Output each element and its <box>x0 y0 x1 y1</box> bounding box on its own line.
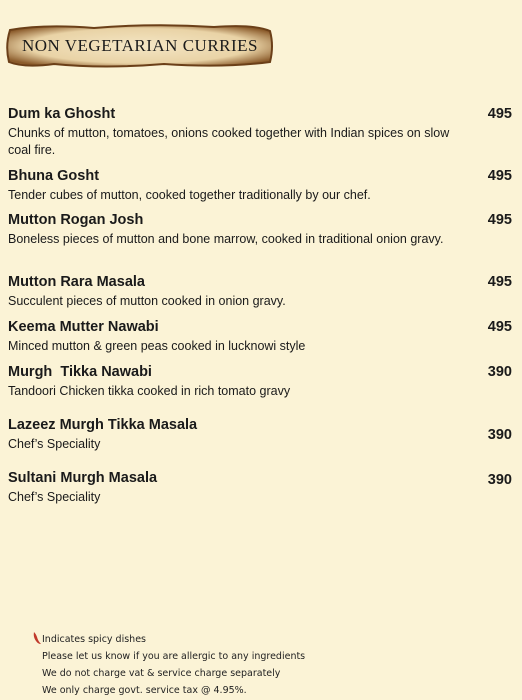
spicy-note: Indicates spicy dishes <box>42 634 146 645</box>
dish-description: Tender cubes of mutton, cooked together traditionally by our chef. <box>8 188 371 202</box>
dish-description: Minced mutton & green peas cooked in lucknowi style <box>8 339 306 353</box>
menu-item <box>8 273 512 310</box>
dish-name: Lazeez Murgh Tikka Masala <box>8 417 198 433</box>
menu-item <box>8 416 512 453</box>
dish-price: 495 <box>487 274 512 290</box>
dish-name: Sultani Murgh Masala <box>8 470 158 486</box>
dish-price: 390 <box>487 364 512 380</box>
menu-item <box>8 167 512 204</box>
dish-description: Chunks of mutton, tomatoes, onions cooked together with Indian spices on slow coal fire. <box>8 126 450 157</box>
chili-icon <box>32 631 42 645</box>
dish-name: Dum ka Ghosht <box>8 106 116 122</box>
dish-price: 495 <box>487 319 512 335</box>
dish-name: Mutton Rogan Josh <box>8 212 144 228</box>
footnotes <box>42 631 305 699</box>
dish-name: Bhuna Gosht <box>8 168 100 184</box>
dish-price: 495 <box>487 106 512 122</box>
dish-price: 390 <box>487 427 512 443</box>
service-tax-note: We only charge govt. service tax @ 4.95%. <box>42 685 247 696</box>
vat-note: We do not charge vat & service charge separately <box>42 668 281 679</box>
dish-description: Succulent pieces of mutton cooked in onion gravy. <box>8 294 286 308</box>
dish-name: Mutton Rara Masala <box>8 274 145 290</box>
dish-description: Boneless pieces of mutton and bone marrow, cooked in traditional onion gravy. <box>8 232 444 246</box>
dish-name: Keema Mutter Nawabi <box>8 319 159 335</box>
allergy-note: Please let us know if you are allergic to any ingredients <box>42 651 306 662</box>
dish-price: 390 <box>487 472 512 488</box>
dish-description: Chef’s Speciality <box>8 490 101 504</box>
menu-item <box>8 211 512 248</box>
section-banner <box>4 22 276 70</box>
menu-item <box>8 318 512 355</box>
dish-price: 495 <box>487 168 512 184</box>
dish-name: Murgh Tikka Nawabi <box>8 364 152 380</box>
dish-price: 495 <box>487 212 512 228</box>
menu-item <box>8 469 512 506</box>
dish-description: Tandoori Chicken tikka cooked in rich tomato gravy <box>8 384 291 398</box>
menu-item <box>8 105 512 159</box>
dish-description: Chef’s Speciality <box>8 437 101 451</box>
section-title: NON VEGETARIAN CURRIES <box>22 36 258 55</box>
menu-item <box>8 363 512 400</box>
